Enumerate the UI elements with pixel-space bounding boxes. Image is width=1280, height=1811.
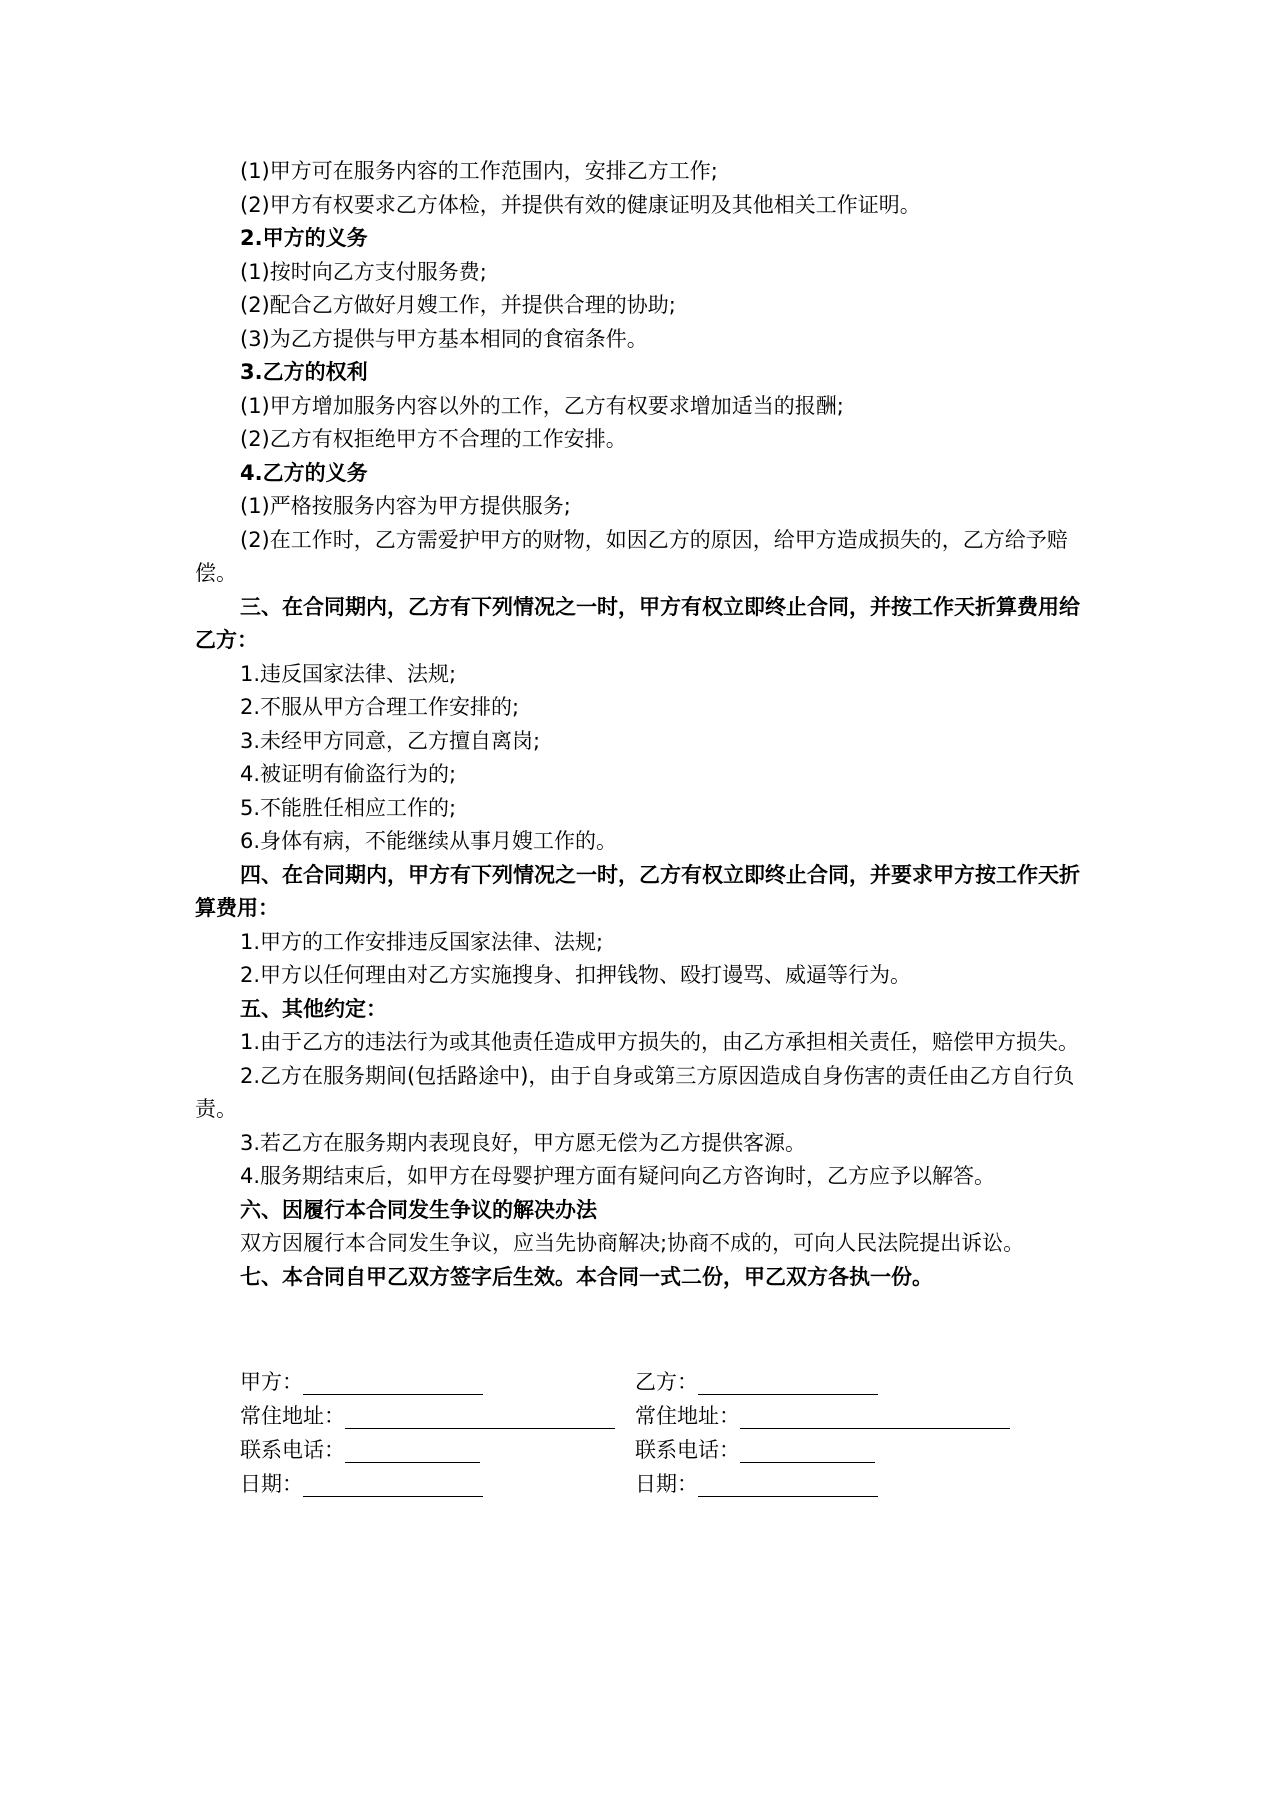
- paragraph: 2.不服从甲方合理工作安排的;: [240, 695, 520, 719]
- section-heading: 3.乙方的权利: [240, 360, 368, 384]
- section-heading: 4.乙方的义务: [240, 460, 368, 485]
- paragraph: 5.不能胜任相应工作的;: [240, 795, 457, 820]
- signature-row-address: [240, 1399, 1060, 1433]
- paragraph: (1)甲方增加服务内容以外的工作，乙方有权要求增加适当的报酬;: [240, 393, 844, 418]
- paragraph: 6.身体有病，不能继续从事月嫂工作的。: [240, 829, 618, 853]
- party-a-date-line[interactable]: [303, 1472, 483, 1497]
- party-a-date-label: 日期：: [240, 1472, 303, 1496]
- paragraph: (3)为乙方提供与甲方基本相同的食宿条件。: [240, 326, 648, 351]
- paragraph: (1)严格按服务内容为甲方提供服务;: [240, 494, 571, 518]
- paragraph: 1.甲方的工作安排违反国家法律、法规;: [240, 929, 604, 954]
- paragraph: (1)按时向乙方支付服务费;: [240, 259, 487, 284]
- party-b-phone-line[interactable]: [740, 1438, 875, 1463]
- party-b-address-label: 常住地址：: [635, 1404, 740, 1428]
- contract-body: [195, 155, 1085, 1294]
- paragraph: 3.若乙方在服务期内表现良好，甲方愿无偿为乙方提供客源。: [240, 1130, 807, 1155]
- paragraph: (1)甲方可在服务内容的工作范围内，安排乙方工作;: [240, 159, 718, 183]
- section-heading: 三、在合同期内，乙方有下列情况之一时，甲方有权立即终止合同，并按工作天折算费用给乙方：: [195, 594, 1080, 652]
- party-a-address-line[interactable]: [345, 1404, 615, 1429]
- paragraph: 4.服务期结束后，如甲方在母婴护理方面有疑问向乙方咨询时，乙方应予以解答。: [240, 1164, 996, 1188]
- paragraph: 双方因履行本合同发生争议，应当先协商解决;协商不成的，可向人民法院提出诉讼。: [240, 1231, 1025, 1255]
- paragraph: 1.违反国家法律、法规;: [240, 661, 457, 686]
- party-b-label: 乙方：: [635, 1370, 698, 1394]
- party-b-phone-label: 联系电话：: [635, 1438, 740, 1462]
- section-heading: 四、在合同期内，甲方有下列情况之一时，乙方有权立即终止合同，并要求甲方按工作天折算费用：: [195, 862, 1080, 920]
- paragraph: (2)甲方有权要求乙方体检，并提供有效的健康证明及其他相关工作证明。: [240, 192, 921, 217]
- party-b-date-line[interactable]: [698, 1472, 878, 1497]
- party-a-phone-label: 联系电话：: [240, 1438, 345, 1462]
- party-b-signature-line[interactable]: [698, 1370, 878, 1395]
- paragraph: 3.未经甲方同意，乙方擅自离岗;: [240, 728, 541, 753]
- paragraph: 2.甲方以任何理由对乙方实施搜身、扣押钱物、殴打谩骂、威逼等行为。: [240, 963, 912, 987]
- party-a-phone-line[interactable]: [345, 1438, 480, 1463]
- paragraph: (2)在工作时，乙方需爱护甲方的财物，如因乙方的原因，给甲方造成损失的，乙方给予赔偿。: [195, 527, 1068, 585]
- party-b-date-label: 日期：: [635, 1472, 698, 1496]
- paragraph: 2.乙方在服务期间(包括路途中)，由于自身或第三方原因造成自身伤害的责任由乙方自行负责。: [195, 1063, 1075, 1121]
- section-heading: 七、本合同自甲乙双方签字后生效。本合同一式二份，甲乙双方各执一份。: [240, 1264, 933, 1289]
- paragraph: (2)乙方有权拒绝甲方不合理的工作安排。: [240, 427, 627, 451]
- party-b-address-line[interactable]: [740, 1404, 1010, 1429]
- party-a-label: 甲方：: [240, 1370, 303, 1394]
- section-heading: 2.甲方的义务: [240, 226, 368, 250]
- party-a-signature-line[interactable]: [303, 1370, 483, 1395]
- party-a-address-label: 常住地址：: [240, 1404, 345, 1428]
- section-heading: 五、其他约定：: [240, 996, 387, 1021]
- paragraph: (2)配合乙方做好月嫂工作，并提供合理的协助;: [240, 293, 676, 317]
- signature-row-phone: [240, 1433, 1060, 1467]
- paragraph: 1.由于乙方的违法行为或其他责任造成甲方损失的，由乙方承担相关责任，赔偿甲方损失。: [240, 1030, 1080, 1054]
- section-heading: 六、因履行本合同发生争议的解决办法: [240, 1197, 597, 1222]
- signature-row-party: [240, 1365, 1060, 1399]
- signature-block: [240, 1365, 1060, 1501]
- paragraph: 4.被证明有偷盗行为的;: [240, 762, 457, 786]
- signature-row-date: [240, 1467, 1060, 1501]
